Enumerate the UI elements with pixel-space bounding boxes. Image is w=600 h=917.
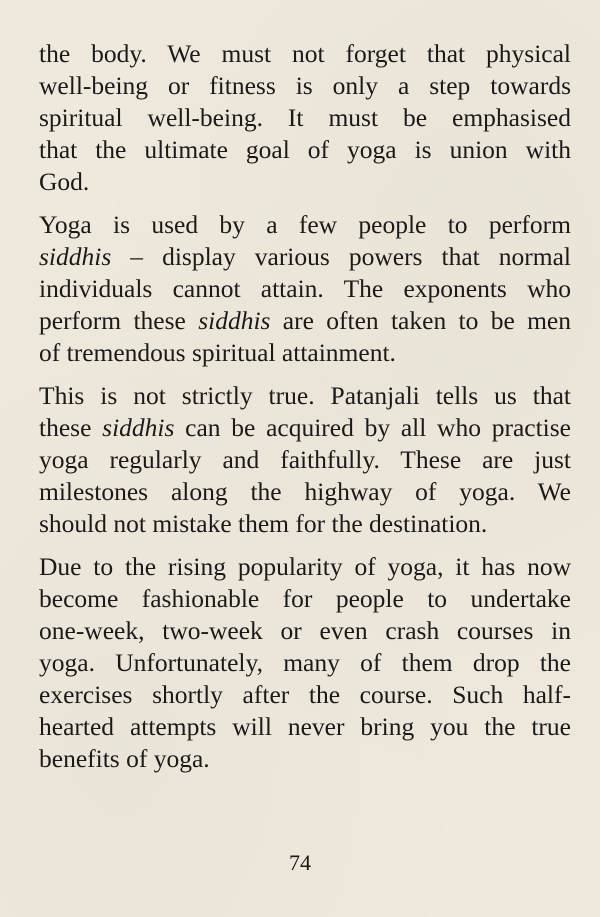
text-line — [39, 647, 571, 679]
text-line — [39, 444, 571, 476]
text-run: yoga. Unfortunately, many of them drop the — [39, 648, 571, 677]
text-line — [39, 508, 571, 540]
text-run: of tremendous spiritual attainment. — [39, 338, 396, 367]
text-line — [39, 305, 571, 337]
text-line — [39, 412, 571, 444]
text-line — [39, 583, 571, 615]
text-run: – display various powers that normal — [111, 242, 571, 271]
text-run: benefits of yoga. — [39, 744, 210, 773]
text-run: yoga regularly and faithfully. These are just — [39, 445, 571, 474]
text-line — [39, 711, 571, 743]
text-run: these — [39, 413, 103, 442]
text-run: should not mistake them for the destination. — [39, 509, 488, 538]
text-run: one-week, two-week or even crash courses in — [39, 616, 571, 645]
text-run: the body. We must not forget that physical — [39, 39, 571, 68]
text-line — [39, 241, 571, 273]
text-line — [39, 380, 571, 412]
text-run: individuals cannot attain. The exponents who — [39, 274, 571, 303]
text-line — [39, 70, 571, 102]
text-run: hearted attempts will never bring you the true — [39, 712, 571, 741]
text-line — [39, 38, 571, 70]
text-run: spiritual well-being. It must be emphasised — [39, 103, 571, 132]
text-line — [39, 102, 571, 134]
text-line — [39, 273, 571, 305]
text-line — [39, 743, 571, 775]
body-text — [39, 38, 571, 786]
text-run: exercises shortly after the course. Such half- — [39, 680, 571, 709]
text-line — [39, 337, 571, 369]
text-run: God. — [39, 167, 90, 196]
text-line — [39, 615, 571, 647]
text-run: well-being or fitness is only a step towards — [39, 71, 571, 100]
text-run: can be acquired by all who practise — [174, 413, 571, 442]
text-line — [39, 134, 571, 166]
text-run: milestones along the highway of yoga. We — [39, 477, 571, 506]
paragraph — [39, 551, 571, 775]
text-line — [39, 209, 571, 241]
text-run: that the ultimate goal of yoga is union with — [39, 135, 571, 164]
paragraph — [39, 38, 571, 198]
text-run: become fashionable for people to undertake — [39, 584, 571, 613]
text-line — [39, 476, 571, 508]
italic-term: siddhis — [102, 413, 175, 442]
text-run: Due to the rising popularity of yoga, it has now — [39, 552, 571, 581]
text-line — [39, 679, 571, 711]
paragraph — [39, 380, 571, 540]
text-run: This is not strictly true. Patanjali tells us that — [39, 381, 571, 410]
text-line — [39, 166, 571, 198]
italic-term: siddhis — [39, 242, 112, 271]
italic-term: siddhis — [198, 306, 271, 335]
paragraph — [39, 209, 571, 369]
text-run: are often taken to be men — [270, 306, 571, 335]
text-run: perform these — [39, 306, 199, 335]
text-line — [39, 551, 571, 583]
page-number: 74 — [289, 850, 311, 875]
text-run: Yoga is used by a few people to perform — [39, 210, 571, 239]
